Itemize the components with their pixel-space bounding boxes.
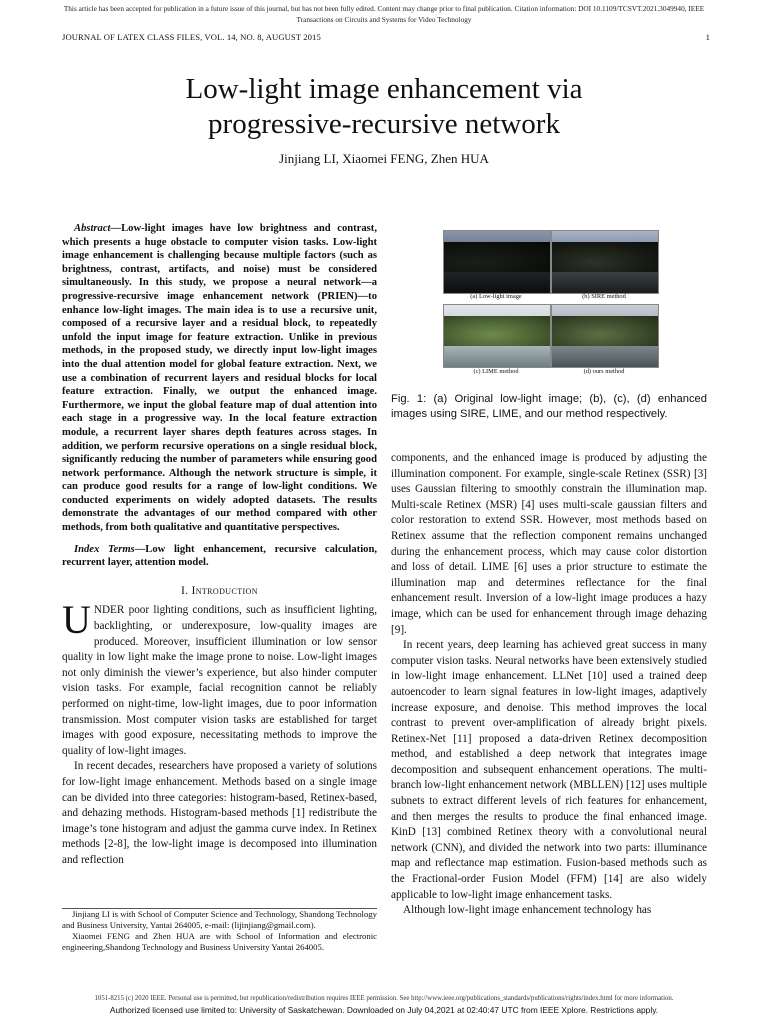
drop-cap: U [62, 597, 91, 643]
index-terms-label: Index Terms [74, 543, 135, 555]
abstract-label: Abstract [74, 223, 111, 234]
figure-1 [391, 222, 707, 422]
index-terms [62, 543, 377, 570]
caption-c: (c) LIME method [473, 368, 519, 375]
photo-ours [551, 304, 659, 368]
index-terms-text: —Low light enhancement, recursive calculation, recurrent layer, attention model. [62, 543, 377, 569]
right-paragraph-1: components, and the enhanced image is produced by adjusting the illumination component. For example, single-scale Retinex (SSR) [3] uses Gaussian filtering to smoothly constrain the illumination map. Multi-scale Retinex (MSR) [4] uses multi-scale gaussian filters and color restoration to extend SSR. However, most methods based on Retinex assume that the reflection component remains unchanged during the enhancement process, which may cause color distortion and loss of detail. LIME [6] uses a prior structure to estimate the illumination map and determines reflectance for the final enhancement result. Inversion of a low-light image produces a hazy image, which can be used for enhancement through image dehazing [9]. [391, 452, 707, 636]
intro-paragraph-1 [62, 597, 377, 759]
photo-lime [443, 304, 551, 368]
caption-a: (a) Low-light image [470, 293, 522, 300]
intro-paragraph-1-text: NDER poor lighting conditions, such as insufficient lighting, backlighting, or underexposure, low-quality images are produced. Moreover, insufficient illumination or low sensor quality in low light make the image prone to noise. Low-light images not only diminish the viewer’s experience, but also hinder computer vision tasks. For example, facial recognition cannot be reliably performed on night-time, low-light images, due to poor information transmission. Most computer vision tasks are established for target images with good exposure, necessitating methods to improve the quality of low-light images. [62, 604, 377, 757]
caption-b: (b) SIRE method [582, 293, 626, 300]
right-paragraph-2: In recent years, deep learning has achieved great success in many computer vision tasks. Neural networks have been extensively studied in low-light image enhancement. LLNet [10] used a trained deep autoencoder to learn signal features in low-light images, adaptively increase exposure, and denoise. This method improves the local contrast to prevent over-amplification of already bright pixels. Retinex-Net [11] proposed a data-driven Retinex decomposition method, and established a deep network that integrates image decomposition and subsequent enhancement operations. The multi-branch low-light enhancement network (MBLLEN) [12] uses multiple subnets to extract different levels of rich features for enhancement, and then merges the results to produce the final enhanced image. KinD [13] combined Retinex theory with a convolutional neural network (CNN), and divided the network into two parts: illuminance map and reflectance map estimation. Fusion-based methods such as the Fractional-order Fusion Model (FFM) [14] are also widely applicable to low-light image enhancement tasks. [391, 639, 707, 901]
footnote-2: Xiaomei FENG and Zhen HUA are with School of Information and electronic engineering,Shandong Technology and Business University Yantai 264005. [62, 931, 377, 952]
title-line-1: Low-light image enhancement via [185, 73, 583, 105]
author-list: Jinjiang LI, Xiaomei FENG, Zhen HUA [279, 151, 489, 166]
right-column [391, 451, 707, 919]
abstract-text: —Low-light images have low brightness and contrast, which presents a huge obstacle to computer vision tasks. Low-light image enhancement is challenging because multiple factors (such as brightness, contrast, artifacts, and noise) must be considered simultaneously. In this study, we propose a neural network—a progressive-recursive image enhancement network (PRIEN)—to enhance low-light images. The main idea is to use a recursive unit, composed of a recursive layer and a residual block, to repeatedly unfold the input image for feature extraction. Unlike in previous methods, in the proposed study, we directly input low-light images into the dual attention model for global feature extraction. Next, we use a combination of recurrent layers and residual blocks for local feature extraction. Finally, we output the enhanced image. Furthermore, we input the global feature map of dual attention into each stage in a progressive way. In the local feature extraction module, a recurrent layer shares depth features across stages. In addition, we perform recursive operations on a single residual block, significantly reducing the number of parameters while ensuring good network performance. Although the network structure is simple, it can produce good results for a range of low-light conditions. We conducted experiments on widely adopted datasets. The results demonstrate the advantages of our method compared with other methods, from both qualitative and quantitative perspectives. [62, 223, 377, 534]
journal-name: JOURNAL OF LATEX CLASS FILES, VOL. 14, NO. 8, AUGUST 2015 [62, 32, 321, 42]
page-number: 1 [705, 32, 710, 42]
license-notice: 1051-8215 (c) 2020 IEEE. Personal use is permitted, but republication/redistribution requires IEEE permission. See http://www.ieee.org/publications_standards/publications/rights/index.html for more information. [94, 995, 674, 1002]
figure-images [391, 222, 707, 382]
section-heading: I. Introduction [181, 584, 258, 597]
footnotes [62, 908, 377, 953]
paper-title [0, 72, 768, 142]
intro-paragraph-2: In recent decades, researchers have proposed a variety of solutions for low-light image enhancement. Methods based on a single image can be divided into three categories: histogram-based, Retinex-based, and dehazing methods. Histogram-based methods [1] redistribute the image’s tone histogram and adjust the gamma curve index. In Retinex methods [2-8], the low-light image is decomposed into illumination and reflection [62, 760, 377, 866]
footnote-1: Jinjiang LI is with School of Computer Science and Technology, Shandong Technology and Business University, Yantai 264005, e-mail: (lijinjiang@gmail.com). [62, 909, 377, 930]
publication-banner [10, 3, 758, 25]
left-column [62, 222, 377, 869]
caption-d: (d) ours method [583, 368, 625, 375]
right-paragraph-3: Although low-light image enhancement technology has [403, 904, 652, 917]
banner-line-1: This article has been accepted for publication in a future issue of this journal, but has not been fully edited. Content may change prior to final publication. Citation information: DOI 10.1109/TCSVT.2021.3049940, IEEE [63, 4, 705, 13]
title-line-2: progressive-recursive network [208, 108, 560, 140]
photo-low-light [443, 230, 551, 294]
figure-caption: Fig. 1: (a) Original low-light image; (b), (c), (d) enhanced images using SIRE, LIME, and our method respectively. [391, 393, 707, 420]
photo-sire [551, 230, 659, 294]
authorized-use-notice: Authorized licensed use limited to: University of Saskatchewan. Downloaded on July 04,2021 at 02:40:47 UTC from IEEE Xplore. Restrictions apply. [109, 1005, 659, 1015]
abstract [62, 222, 377, 535]
banner-line-2: Transactions on Circuits and Systems for Video Technology [296, 15, 472, 24]
running-head [62, 32, 710, 42]
